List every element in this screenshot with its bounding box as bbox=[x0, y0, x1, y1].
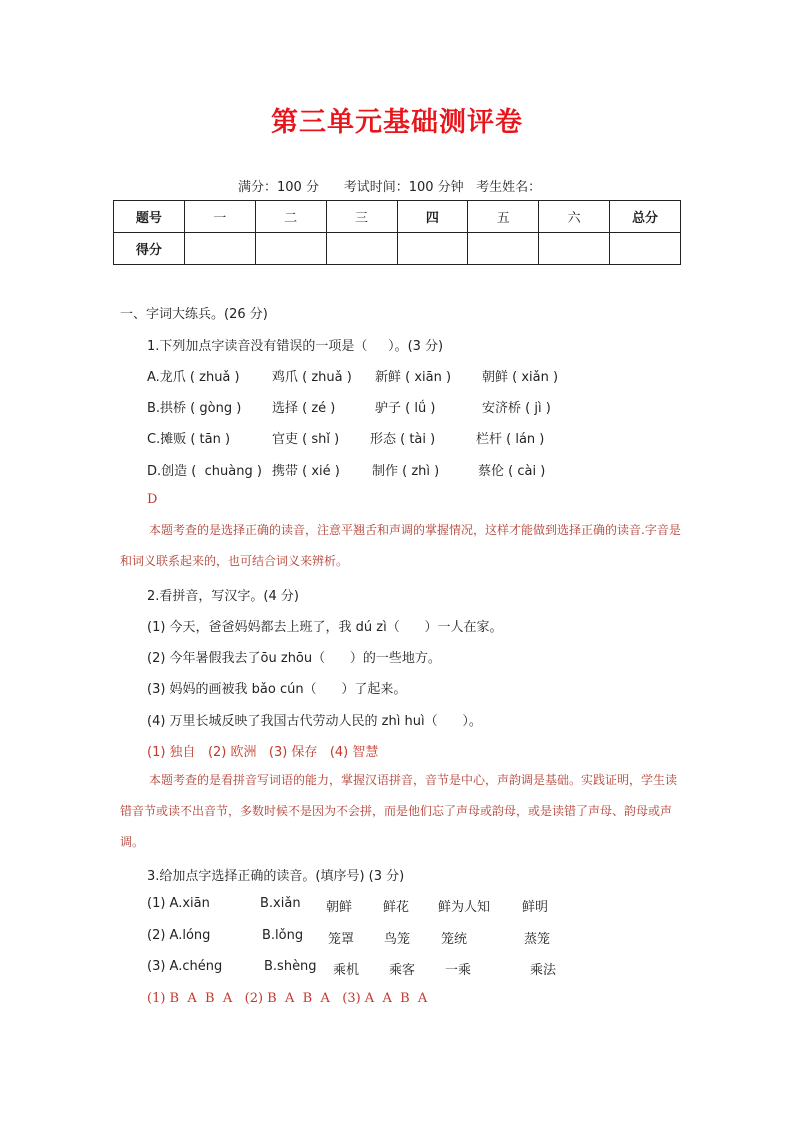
score-header-cell: 六 bbox=[539, 201, 610, 233]
q2-item-1: (1) 今天，爸爸妈妈都去上班了，我 dú zì（ ）一人在家。 bbox=[147, 620, 503, 635]
q1-option-d-2: 携带 ( xié ) bbox=[272, 464, 340, 479]
q1-answer: D bbox=[147, 492, 158, 507]
q1-option-b-2: 选择 ( zé ) bbox=[272, 401, 336, 416]
score-table-header-row bbox=[114, 201, 681, 233]
q3-row-2-b: B.lǒng bbox=[262, 928, 304, 943]
score-cell bbox=[539, 233, 610, 265]
q1-option-c-3: 形态 ( tài ) bbox=[370, 432, 436, 447]
q1-option-c-4: 栏杆 ( lán ) bbox=[476, 432, 545, 447]
q1-option-d-4: 蔡伦 ( cài ) bbox=[478, 464, 546, 479]
score-header-cell: 二 bbox=[255, 201, 326, 233]
score-header-cell: 五 bbox=[468, 201, 539, 233]
q3-row-2-a: (2) A.lóng bbox=[147, 928, 211, 943]
q2-item-4: (4) 万里长城反映了我国古代劳动人民的 zhì huì（ ）。 bbox=[147, 714, 482, 729]
q2-item-3: (3) 妈妈的画被我 bǎo cún（ ）了起来。 bbox=[147, 682, 407, 697]
q3-row-3-a: (3) A.chéng bbox=[147, 959, 223, 974]
q3-row-1-w4: 鲜明 bbox=[522, 900, 549, 915]
q3-row-3-w1: 乘机 bbox=[333, 963, 360, 978]
q3-row-1-w2: 鲜花 bbox=[383, 900, 410, 915]
score-header-cell: 一 bbox=[184, 201, 255, 233]
section-heading: 一、字词大练兵。(26 分) bbox=[120, 307, 268, 322]
score-cell bbox=[610, 233, 681, 265]
question-1-stem: 1.下列加点字读音没有错误的一项是（ ）。(3 分) bbox=[147, 339, 444, 354]
score-row-label: 得分 bbox=[114, 233, 185, 265]
q3-row-2-w3: 笼统 bbox=[441, 932, 468, 947]
q3-row-3-b: B.shèng bbox=[264, 959, 317, 974]
q1-option-b-3: 驴子 ( lǘ ) bbox=[375, 401, 436, 416]
q1-option-b-4: 安济桥 ( jì ) bbox=[482, 401, 551, 416]
q3-row-3-w4: 乘法 bbox=[530, 963, 557, 978]
q3-row-3-w3: 一乘 bbox=[445, 963, 472, 978]
q1-option-a-4: 朝鲜 ( xiǎn ) bbox=[482, 370, 559, 385]
q3-row-1-w3: 鲜为人知 bbox=[438, 900, 491, 915]
score-cell bbox=[184, 233, 255, 265]
q1-option-d-1: D.创造 ( chuàng ) bbox=[147, 464, 262, 479]
q3-row-2-w2: 鸟笼 bbox=[384, 932, 411, 947]
q3-row-2-w4: 蒸笼 bbox=[524, 932, 551, 947]
q2-item-2: (2) 今年暑假我去了ōu zhōu（ ）的一些地方。 bbox=[147, 651, 441, 666]
q3-row-1-w1: 朝鲜 bbox=[326, 900, 353, 915]
page-title: 第三单元基础测评卷 bbox=[271, 107, 523, 138]
question-2-stem: 2.看拼音，写汉字。(4 分) bbox=[147, 589, 299, 604]
score-cell bbox=[326, 233, 397, 265]
q3-answer: (1) B A B A (2) B A B A (3) A A B A bbox=[147, 991, 428, 1006]
q1-option-c-1: C.摊贩 ( tān ) bbox=[147, 432, 231, 447]
q3-row-2-w1: 笼罩 bbox=[328, 932, 355, 947]
score-header-cell: 总分 bbox=[610, 201, 681, 233]
q1-option-a-1: A.龙爪 ( zhuǎ ) bbox=[147, 370, 240, 385]
question-3-stem: 3.给加点字选择正确的读音。(填序号) (3 分) bbox=[147, 869, 405, 884]
exam-info: 满分：100 分 考试时间：100 分钟 考生姓名： bbox=[238, 180, 542, 195]
score-cell bbox=[397, 233, 468, 265]
q2-answer: (1) 独自 (2) 欧洲 (3) 保存 (4) 智慧 bbox=[147, 745, 379, 760]
q1-explanation: 本题考查的是选择正确的读音，注意平翘舌和声调的掌握情况，这样才能做到选择正确的读音.字音是和词义联系起来的，也可结合词义来辨析。 bbox=[120, 523, 681, 568]
q3-row-1-a: (1) A.xiān bbox=[147, 896, 210, 911]
score-header-cell: 三 bbox=[326, 201, 397, 233]
score-header-cell: 题号 bbox=[114, 201, 185, 233]
score-table-score-row bbox=[114, 233, 681, 265]
q1-option-d-3: 制作 ( zhì ) bbox=[372, 464, 440, 479]
score-cell bbox=[468, 233, 539, 265]
q3-row-3-w2: 乘客 bbox=[389, 963, 416, 978]
q2-explanation: 本题考查的是看拼音写词语的能力，掌握汉语拼音，音节是中心，声韵调是基础。实践证明，学生读错音节或读不出音节，多数时候不是因为不会拼，而是他们忘了声母或韵母，或是读错了声母、韵母或声调。 bbox=[120, 773, 678, 849]
score-cell bbox=[255, 233, 326, 265]
q1-option-a-3: 新鲜 ( xiān ) bbox=[375, 370, 452, 385]
q3-row-1-b: B.xiǎn bbox=[260, 896, 301, 911]
q1-option-a-2: 鸡爪 ( zhuǎ ) bbox=[272, 370, 352, 385]
score-table bbox=[113, 200, 681, 265]
score-header-cell: 四 bbox=[397, 201, 468, 233]
q1-option-c-2: 官吏 ( shǐ ) bbox=[272, 432, 340, 447]
q1-option-b-1: B.拱桥 ( gòng ) bbox=[147, 401, 242, 416]
